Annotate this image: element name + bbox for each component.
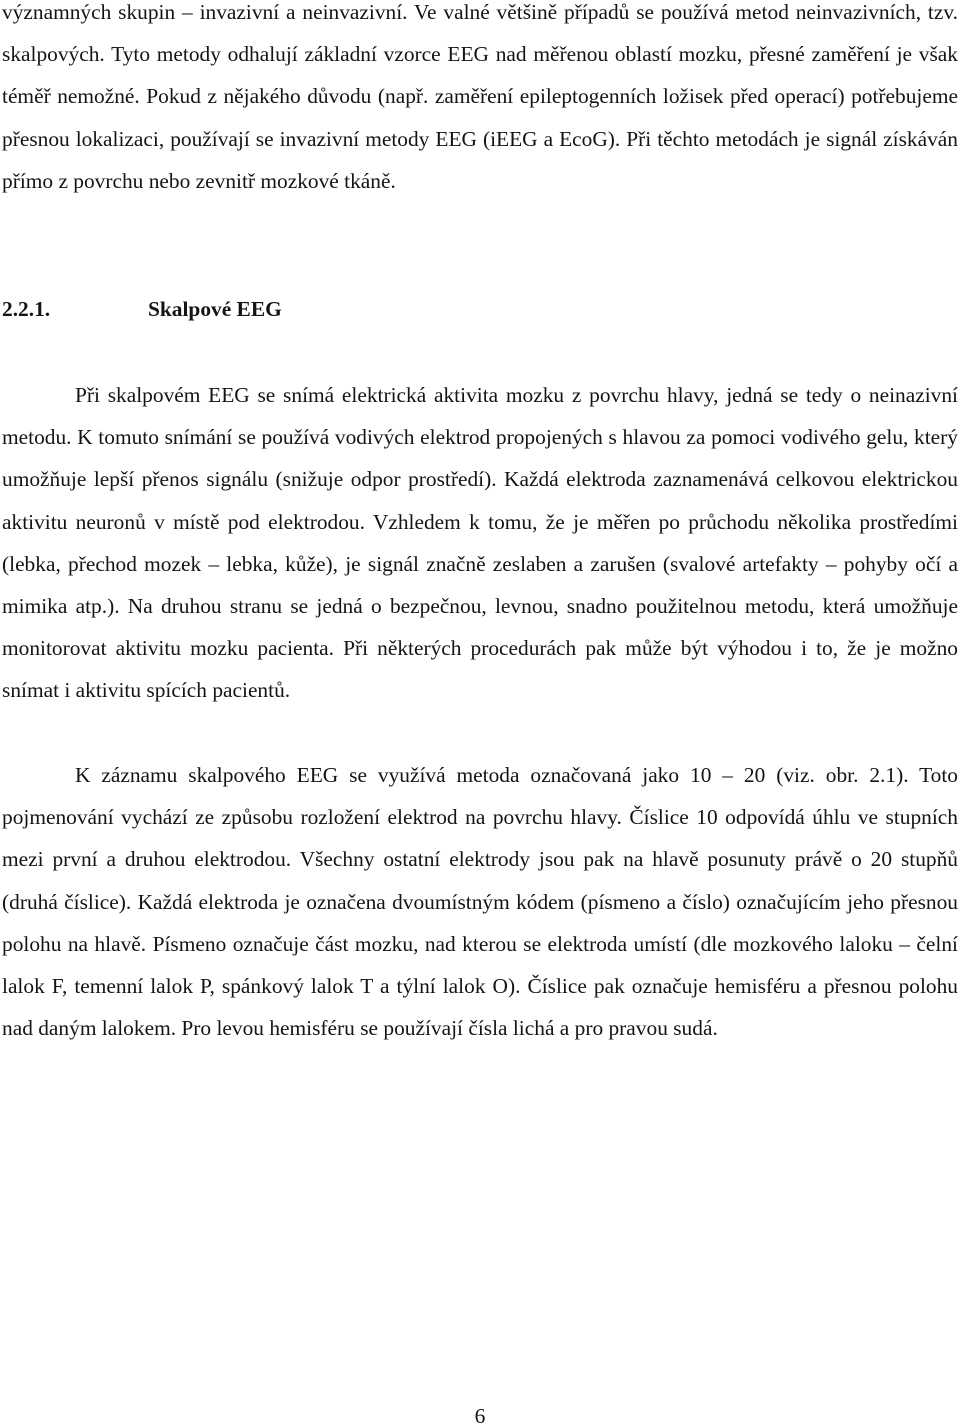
section-title: Skalpové EEG	[148, 297, 282, 321]
intro-paragraph: významných skupin – invazivní a neinvazivní. Ve valné většině případů se používá metod neinvazivních, tzv. skalpových. Tyto metody odhalují základní vzorce EEG nad měřenou oblastí mozku, přesné zaměření je však téměř nemožné. Pokud z nějakého důvodu (např. zaměření epileptogenních ložisek před operací) potřebujeme přesnou lokalizaci, používají se invazivní metody EEG (iEEG a EcoG). Při těchto metodách je signál získáván přímo z povrchu nebo zevnitř mozkové tkáně.	[2, 0, 958, 193]
section-number: 2.2.1.	[2, 297, 51, 321]
scalp-eeg-paragraph: Při skalpovém EEG se snímá elektrická aktivita mozku z povrchu hlavy, jedná se tedy o neinazivní metodu. K tomuto snímání se používá vodivých elektrod propojených s hlavou za pomoci vodivého gelu, který umožňuje lepší přenos signálu (snižuje odpor prostředí). Každá elektroda zaznamenává celkovou elektrickou aktivitu neuronů v místě pod elektrodou. Vzhledem k tomu, že je měřen po průchodu několika prostředími (lebka, přechod mozek – lebka, kůže), je signál značně zeslaben a zarušen (svalové artefakty – pohyby očí a mimika atp.). Na druhou stranu se jedná o bezpečnou, levnou, snadno použitelnou metodu, která umožňuje monitorovat aktivitu mozku pacienta. Při některých procedurách pak může být výhodou i to, že je možno snímat i aktivitu spících pacientů.	[2, 383, 958, 703]
ten-twenty-system-paragraph: K záznamu skalpového EEG se využívá metoda označovaná jako 10 – 20 (viz. obr. 2.1). Toto pojmenování vychází ze způsobu rozložení elektrod na povrchu hlavy. Číslice 10 odpovídá úhlu ve stupních mezi první a druhou elektrodou. Všechny ostatní elektrody jsou pak na hlavě posunuty právě o 20 stupňů (druhá číslice). Každá elektroda je označena dvoumístným kódem (písmeno a číslo) označujícím jeho přesnou polohu na hlavě. Písmeno označuje část mozku, nad kterou se elektroda umístí (dle mozkového laloku – čelní lalok F, temenní lalok P, spánkový lalok T a týlní lalok O). Číslice pak označuje hemisféru a přesnou polohu nad daným lalokem. Pro levou hemisféru se používají čísla lichá a pro pravou sudá.	[2, 763, 958, 1041]
page-number: 6	[474, 1404, 486, 1428]
section-heading	[2, 293, 282, 325]
